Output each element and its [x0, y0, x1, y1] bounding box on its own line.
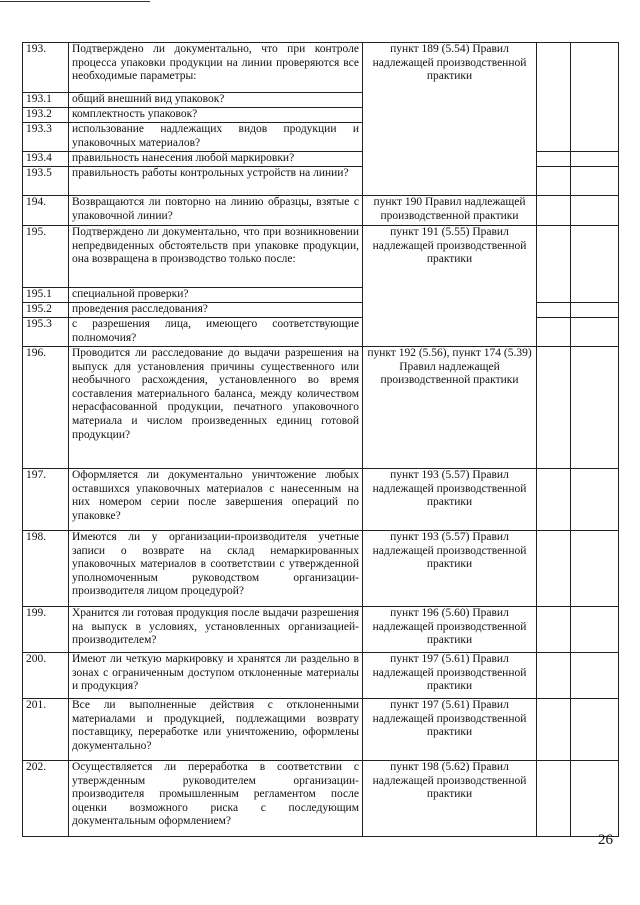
item-reference: пункт 190 Правил надлежащей производственной практики	[363, 196, 537, 226]
item-reference: пункт 193 (5.57) Правил надлежащей производственной практики	[363, 469, 537, 531]
item-reference: пункт 197 (5.61) Правил надлежащей производственной практики	[363, 653, 537, 699]
item-question: Подтверждено ли документально, что при контроле процесса упаковки продукции на линии проверяются все необходимые параметры:	[69, 43, 363, 93]
table-row	[23, 607, 619, 653]
answer-cell[interactable]	[537, 469, 571, 531]
item-question: использование надлежащих видов продукции и упаковочных материалов?	[69, 123, 363, 152]
answer-cell[interactable]	[537, 167, 571, 196]
note-cell[interactable]	[571, 347, 619, 469]
answer-cell[interactable]	[537, 303, 571, 318]
answer-cell[interactable]	[537, 347, 571, 469]
answer-cell[interactable]	[537, 152, 571, 167]
note-cell[interactable]	[571, 699, 619, 761]
item-question: комплектность упаковок?	[69, 108, 363, 123]
item-number: 193.3	[23, 123, 69, 152]
answer-cell[interactable]	[537, 226, 571, 303]
item-question: Проводится ли расследование до выдачи разрешения на выпуск для установления причины существенного или необычного расхождения, установленного во время составления материального баланса, между количеством нерасфасованной продукции, печатного упаковочного материала и числом произведенных единиц готовой продукции?	[69, 347, 363, 469]
item-number: 201.	[23, 699, 69, 761]
note-cell[interactable]	[571, 531, 619, 607]
table-row	[23, 226, 619, 288]
item-number: 193.2	[23, 108, 69, 123]
answer-cell[interactable]	[537, 761, 571, 837]
note-cell[interactable]	[571, 196, 619, 226]
item-number: 193.1	[23, 93, 69, 108]
table-row	[23, 761, 619, 837]
item-reference: пункт 197 (5.61) Правил надлежащей производственной практики	[363, 699, 537, 761]
item-question: правильность нанесения любой маркировки?	[69, 152, 363, 167]
item-question: Подтверждено ли документально, что при возникновении непредвиденных обстоятельств при упаковке продукции, она возвращена в производство только после:	[69, 226, 363, 288]
item-question: Все ли выполненные действия с отклоненными материалами и продукцией, подлежащими возврату поставщику, переработке или уничтожению, оформлены документально?	[69, 699, 363, 761]
answer-cell[interactable]	[537, 196, 571, 226]
item-reference: пункт 193 (5.57) Правил надлежащей производственной практики	[363, 531, 537, 607]
item-number: 195.2	[23, 303, 69, 318]
item-reference: пункт 191 (5.55) Правил надлежащей производственной практики	[363, 226, 537, 347]
item-reference: пункт 196 (5.60) Правил надлежащей производственной практики	[363, 607, 537, 653]
note-cell[interactable]	[571, 761, 619, 837]
item-reference: пункт 189 (5.54) Правил надлежащей производственной практики	[363, 43, 537, 196]
table-row	[23, 43, 619, 93]
item-number: 193.5	[23, 167, 69, 196]
table-row	[23, 699, 619, 761]
note-cell[interactable]	[571, 303, 619, 318]
item-question: Возвращаются ли повторно на линию образцы, взятые с упаковочной линии?	[69, 196, 363, 226]
item-question: Имеют ли четкую маркировку и хранятся ли раздельно в зонах с ограниченным доступом отклоненные материалы и продукция?	[69, 653, 363, 699]
item-number: 195.1	[23, 288, 69, 303]
note-cell[interactable]	[571, 152, 619, 167]
item-number: 200.	[23, 653, 69, 699]
item-question: общий внешний вид упаковок?	[69, 93, 363, 108]
item-number: 202.	[23, 761, 69, 837]
item-question: Хранится ли готовая продукция после выдачи разрешения на выпуск в условиях, установленных организацией-производителем?	[69, 607, 363, 653]
item-question: с разрешения лица, имеющего соответствующие полномочия?	[69, 318, 363, 347]
item-number: 195.	[23, 226, 69, 288]
note-cell[interactable]	[571, 167, 619, 196]
table-row	[23, 531, 619, 607]
table-row	[23, 347, 619, 469]
note-cell[interactable]	[571, 469, 619, 531]
item-number: 195.3	[23, 318, 69, 347]
item-number: 193.4	[23, 152, 69, 167]
item-number: 199.	[23, 607, 69, 653]
note-cell[interactable]	[571, 226, 619, 303]
item-number: 193.	[23, 43, 69, 93]
top-rule	[0, 1, 150, 2]
table-row	[23, 196, 619, 226]
answer-cell[interactable]	[537, 607, 571, 653]
answer-cell[interactable]	[537, 653, 571, 699]
table-row	[23, 653, 619, 699]
item-reference: пункт 192 (5.56), пункт 174 (5.39) Правил надлежащей производственной практики	[363, 347, 537, 469]
note-cell[interactable]	[571, 607, 619, 653]
item-question: специальной проверки?	[69, 288, 363, 303]
note-cell[interactable]	[571, 653, 619, 699]
item-number: 196.	[23, 347, 69, 469]
table-row	[23, 469, 619, 531]
note-cell[interactable]	[571, 43, 619, 152]
item-number: 194.	[23, 196, 69, 226]
requirements-table	[22, 42, 619, 837]
answer-cell[interactable]	[537, 699, 571, 761]
page-number: 26	[598, 832, 613, 848]
item-question: Имеются ли у организации-производителя учетные записи о возврате на склад немаркированных упаковочных материалов в соответствии с утвержденной уполномоченным руководством организации-производителя лицом процедурой?	[69, 531, 363, 607]
item-number: 197.	[23, 469, 69, 531]
item-reference: пункт 198 (5.62) Правил надлежащей производственной практики	[363, 761, 537, 837]
item-question: правильность работы контрольных устройств на линии?	[69, 167, 363, 196]
answer-cell[interactable]	[537, 43, 571, 152]
item-question: Осуществляется ли переработка в соответствии с утвержденным руководителем организации-производителя промышленным регламентом после оценки возможного риска с последующим документальным оформлением?	[69, 761, 363, 837]
item-question: проведения расследования?	[69, 303, 363, 318]
item-question: Оформляется ли документально уничтожение любых оставшихся упаковочных материалов с нанесенным на них номером серии после завершения операций по упаковке?	[69, 469, 363, 531]
item-number: 198.	[23, 531, 69, 607]
answer-cell[interactable]	[537, 531, 571, 607]
answer-cell[interactable]	[537, 318, 571, 347]
note-cell[interactable]	[571, 318, 619, 347]
